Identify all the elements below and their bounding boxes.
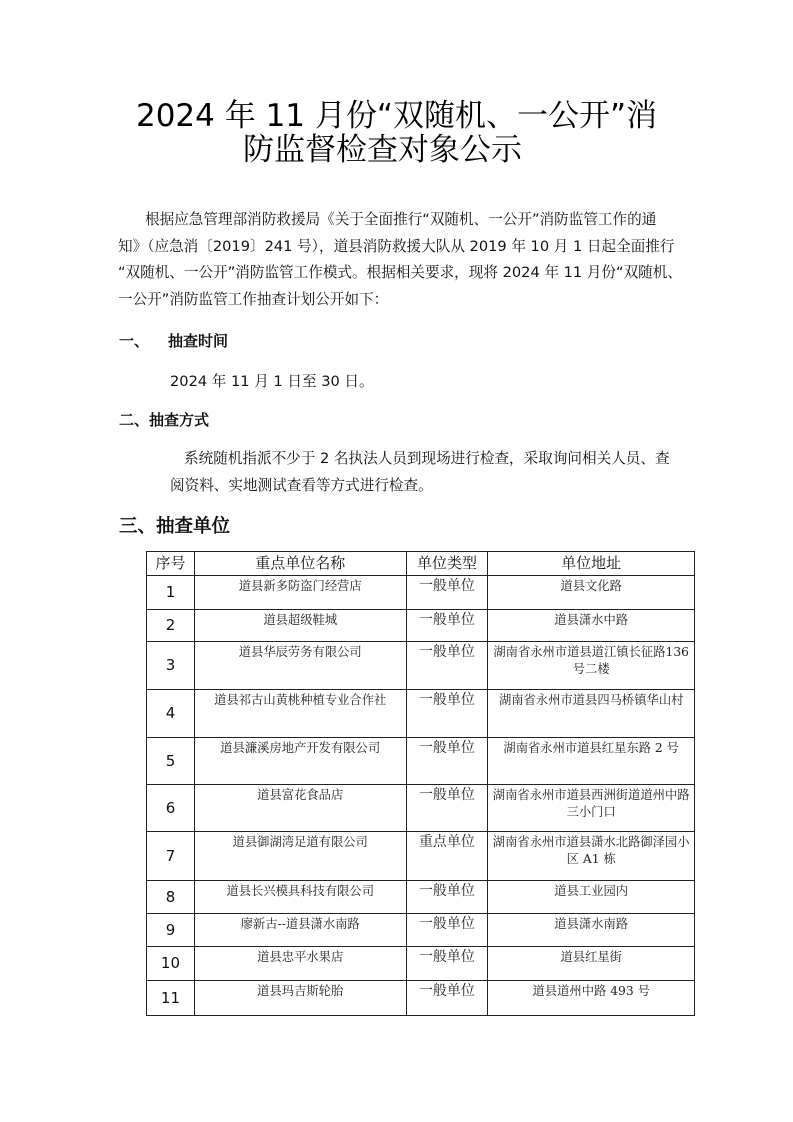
row-unit-type: 一般单位 xyxy=(406,785,488,832)
row-unit-address: 湖南省永州市道县红星东路 2 号 xyxy=(488,738,695,785)
row-unit-address: 道县工业园内 xyxy=(488,881,695,914)
row-serial-number: 5 xyxy=(147,738,195,785)
section-2-heading: 二、抽查方式 xyxy=(119,411,210,429)
row-unit-address: 道县红星街 xyxy=(488,947,695,981)
row-serial-number: 7 xyxy=(147,832,195,881)
section-1-number: 一、 xyxy=(119,332,150,350)
header-unit-type: 单位类型 xyxy=(406,552,488,576)
row-unit-address: 道县道州中路 493 号 xyxy=(488,981,695,1016)
row-serial-number: 3 xyxy=(147,642,195,690)
row-unit-name: 道县长兴模具科技有限公司 xyxy=(194,881,406,914)
row-unit-type: 一般单位 xyxy=(406,881,488,914)
row-unit-address: 道县潇水南路 xyxy=(488,914,695,947)
row-serial-number: 2 xyxy=(147,610,195,642)
intro-paragraph xyxy=(118,207,682,313)
intro-line: 根据应急管理部消防救援局《关于全面推行“双随机、一公开”消防监管工作的通 xyxy=(145,211,657,228)
section-3-heading: 三、抽查单位 xyxy=(119,516,231,537)
row-unit-type: 一般单位 xyxy=(406,981,488,1016)
row-unit-type: 一般单位 xyxy=(406,690,488,738)
table-row xyxy=(147,576,695,610)
section-2-line: 系统随机指派不少于 2 名执法人员到现场进行检查，采取询问相关人员、查 xyxy=(184,450,670,467)
row-serial-number: 9 xyxy=(147,914,195,947)
table-row xyxy=(147,690,695,738)
header-unit-address: 单位地址 xyxy=(488,552,695,576)
row-unit-address: 湖南省永州市道县四马桥镇华山村 xyxy=(488,690,695,738)
intro-line: 一公开”消防监管工作抽查计划公开如下： xyxy=(118,290,389,308)
table-row xyxy=(147,610,695,642)
row-unit-address: 湖南省永州市道县西洲街道道州中路三小门口 xyxy=(488,785,695,832)
row-unit-address: 湖南省永州市道县潇水北路御泽园小区 A1 栋 xyxy=(488,832,695,881)
row-unit-name: 道县富花食品店 xyxy=(194,785,406,832)
table-row xyxy=(147,642,695,690)
table-row xyxy=(147,738,695,785)
table-row xyxy=(147,981,695,1016)
row-unit-name: 道县御湖湾足道有限公司 xyxy=(194,832,406,881)
section-1-heading: 抽查时间 xyxy=(168,332,229,350)
row-unit-name: 道县华辰劳务有限公司 xyxy=(194,642,406,690)
table-row xyxy=(147,832,695,881)
table-row xyxy=(147,947,695,981)
intro-line: “双随机、一公开”消防监管工作模式。根据相关要求，现将 2024 年 11 月份“双随机、 xyxy=(118,264,682,281)
row-unit-type: 一般单位 xyxy=(406,576,488,610)
row-unit-name: 道县超级鞋城 xyxy=(194,610,406,642)
row-unit-name: 道县濂溪房地产开发有限公司 xyxy=(194,738,406,785)
row-unit-name: 廖新古--道县潇水南路 xyxy=(194,914,406,947)
document-title-line-1: 2024 年 11 月份“双随机、一公开”消 xyxy=(135,98,658,134)
row-unit-type: 一般单位 xyxy=(406,642,488,690)
row-serial-number: 1 xyxy=(147,576,195,610)
row-unit-name: 道县祁古山黄桃种植专业合作社 xyxy=(194,690,406,738)
row-unit-name: 道县新多防盗门经营店 xyxy=(194,576,406,610)
row-unit-name: 道县玛吉斯轮胎 xyxy=(194,981,406,1016)
header-unit-name: 重点单位名称 xyxy=(194,552,406,576)
section-2-line: 阅资料、实地测试查看等方式进行检查。 xyxy=(170,476,433,494)
row-serial-number: 6 xyxy=(147,785,195,832)
header-serial-number: 序号 xyxy=(147,552,195,576)
table-row xyxy=(147,914,695,947)
row-unit-type: 重点单位 xyxy=(406,832,488,881)
row-unit-type: 一般单位 xyxy=(406,738,488,785)
inspection-units-table xyxy=(146,551,695,1016)
row-unit-address: 湖南省永州市道县道江镇长征路136 号二楼 xyxy=(488,642,695,690)
section-2-body xyxy=(170,446,680,499)
row-serial-number: 11 xyxy=(147,981,195,1016)
row-serial-number: 4 xyxy=(147,690,195,738)
table-row xyxy=(147,881,695,914)
row-unit-type: 一般单位 xyxy=(406,947,488,981)
row-unit-address: 道县文化路 xyxy=(488,576,695,610)
row-serial-number: 8 xyxy=(147,881,195,914)
row-unit-address: 道县潇水中路 xyxy=(488,610,695,642)
intro-line: 知》（应急消〔2019〕241 号），道县消防救援大队从 2019 年 10 月 1 日起全面推行 xyxy=(118,237,675,255)
section-1-body: 2024 年 11 月 1 日至 30 日。 xyxy=(170,373,374,390)
table-row xyxy=(147,785,695,832)
table-header-row xyxy=(147,552,695,576)
row-unit-type: 一般单位 xyxy=(406,610,488,642)
row-serial-number: 10 xyxy=(147,947,195,981)
row-unit-name: 道县忠平水果店 xyxy=(194,947,406,981)
document-title-line-2: 防监督检查对象公示 xyxy=(243,132,522,168)
row-unit-type: 一般单位 xyxy=(406,914,488,947)
